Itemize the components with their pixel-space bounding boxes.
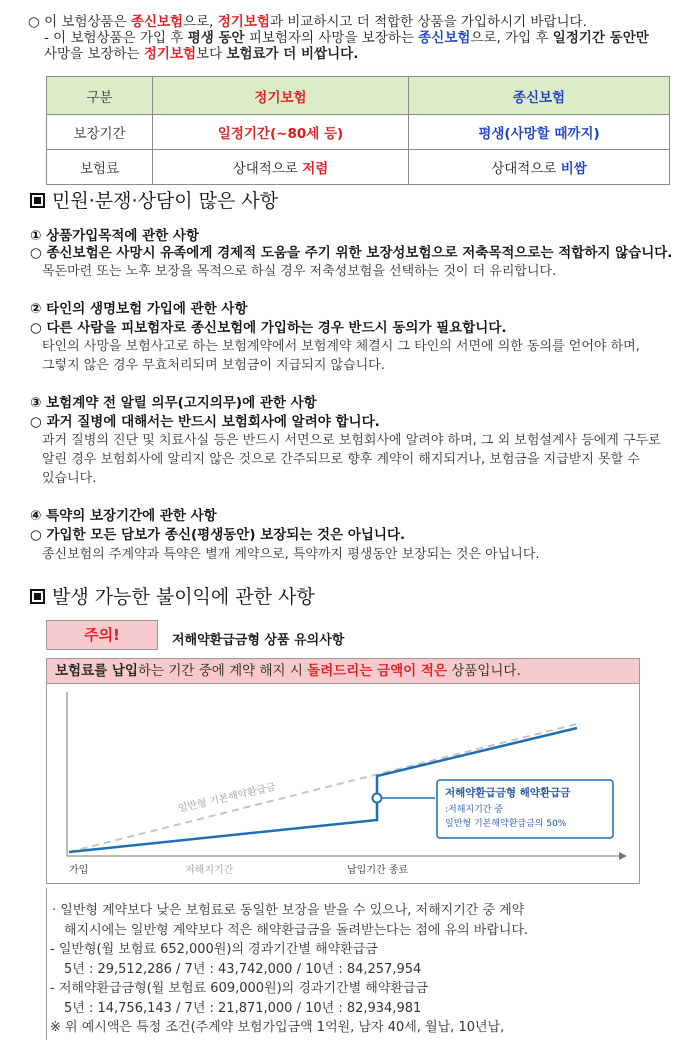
item-2-body: 그렇지 않은 경우 무효처리되며 보험금이 지급되지 않습니다.: [42, 358, 385, 373]
item-3-body: 과거 질병의 진단 및 치료사실 등은 반드시 서면으로 보험회사에 알려야 하며, 그 외 보험설계사 등에게 구두로: [42, 433, 661, 448]
x-axis-arrow-icon: [619, 852, 627, 860]
square-bullet-icon: [30, 589, 45, 604]
intro-line-1: ○ 이 보험상품은 종신보험으로, 정기보험과 비교하시고 더 적합한 상품을 가입하시기 바랍니다.: [28, 14, 587, 30]
header-whole-life-insurance: 종신보험: [409, 77, 670, 115]
item-3-body: 있습니다.: [42, 471, 97, 486]
item-4-heading: ④ 특약의 보장기간에 관한 사항: [30, 508, 217, 524]
item-4-sub: ○ 가입한 모든 담보가 종신(평생동안) 보장되는 것은 아닙니다.: [30, 527, 406, 543]
note-line: - 저해약환급금형(월 보험료 609,000원)의 경과기간별 해약환급금: [50, 981, 429, 996]
note-line: 5년 : 14,756,143 / 7년 : 21,871,000 / 10년 : 82,934,981: [64, 1001, 422, 1016]
comparison-table: [46, 76, 670, 185]
table-row: 보장기간 일정기간(~80세 등) 평생(사망할 때까지): [47, 115, 670, 150]
note-line: 5년 : 29,512,286 / 7년 : 43,742,000 / 10년 : 84,257,954: [64, 962, 422, 977]
item-1-sub: ○ 종신보험은 사망시 유족에게 경제적 도움을 주기 위한 보장성보험으로 저축목적으로는 적합하지 않습니다.: [30, 245, 673, 261]
caution-title: 저해약환급금형 상품 유의사항: [172, 633, 345, 648]
surrender-value-chart: [46, 684, 640, 884]
note-line: ※ 위 예시액은 특정 조건(주계약 보험가입금액 1억원, 남자 40세, 월납, 10년납,: [50, 1020, 505, 1035]
chart-svg: [47, 684, 641, 884]
x-tick-label: 저해지기간: [185, 865, 234, 876]
caution-label: 주의!: [46, 620, 158, 650]
intro-line-3: 사망을 보장하는 정기보험보다 보험료가 더 비쌉니다.: [44, 46, 359, 62]
item-4-body: 종신보험의 주계약과 특약은 별개 계약으로, 특약까지 평생동안 보장되는 것은 아닙니다.: [42, 547, 540, 562]
section-title-complaints: 민원·분쟁·상담이 많은 사항: [30, 186, 278, 213]
item-2-sub: ○ 다른 사람을 피보험자로 종신보험에 가입하는 경우 반드시 동의가 필요합니다.: [30, 320, 507, 336]
section-title-disadvantages: 발생 가능한 불이익에 관한 사항: [30, 582, 315, 609]
callout-line-2: 일반형 기본해약환급금의 50%: [445, 819, 567, 829]
item-1-body: 목돈마련 또는 노후 보장을 목적으로 하실 경우 저축성보험을 선택하는 것이 더 유리합니다.: [42, 264, 557, 279]
note-line: · 일반형 계약보다 낮은 보험료로 동일한 보장을 받을 수 있으나, 저해지기간 중 계약: [52, 903, 525, 918]
table-row: 보험료 상대적으로 저렴 상대적으로 비쌈: [47, 150, 670, 185]
square-bullet-icon: [30, 193, 45, 208]
item-3-heading: ③ 보험계약 전 알릴 의무(고지의무)에 관한 사항: [30, 395, 317, 411]
item-3-body: 알린 경우 보험회사에 알리지 않은 것으로 간주되므로 향후 계약이 해지되거나, 보험금을 지급받지 못할 수: [42, 452, 640, 467]
header-term-insurance: 정기보험: [153, 77, 409, 115]
callout-title: 저해약환급금형 해약환급금: [445, 787, 571, 799]
notice-banner: 보험료를 납입하는 기간 중에 계약 해지 시 돌려드리는 금액이 적은 상품입니다.: [46, 658, 640, 684]
callout-line-1: :저해지기간 중: [445, 805, 504, 815]
item-2-body: 타인의 사망을 보험사고로 하는 보험계약에서 보험계약 체결시 그 타인의 서면에 의한 동의를 얻어야 하며,: [42, 339, 640, 354]
x-tick-label: 가입: [69, 865, 89, 876]
general-series-label: 일반형 기본해약환급금: [177, 781, 277, 815]
header-category: 구분: [47, 77, 153, 115]
note-line: - 일반형(월 보험료 652,000원)의 경과기간별 해약환급금: [50, 942, 378, 957]
item-3-sub: ○ 과거 질병에 대해서는 반드시 보험회사에 알려야 합니다.: [30, 414, 380, 430]
item-2-heading: ② 타인의 생명보험 가입에 관한 사항: [30, 301, 248, 317]
intro-line-2: - 이 보험상품은 가입 후 평생 동안 피보험자의 사망을 보장하는 종신보험으로, 가입 후 일정기간 동안만: [44, 30, 649, 46]
intro-bullet: ○: [28, 14, 40, 30]
table-header-row: [47, 77, 670, 115]
chart-point-marker: [373, 794, 382, 803]
item-1-heading: ① 상품가입목적에 관한 사항: [30, 228, 199, 244]
x-tick-label: 납입기간 종료: [347, 865, 409, 876]
note-line: 해지시에는 일반형 계약보다 적은 해약환급금을 돌려받는다는 점에 유의 바랍니다.: [64, 923, 529, 938]
